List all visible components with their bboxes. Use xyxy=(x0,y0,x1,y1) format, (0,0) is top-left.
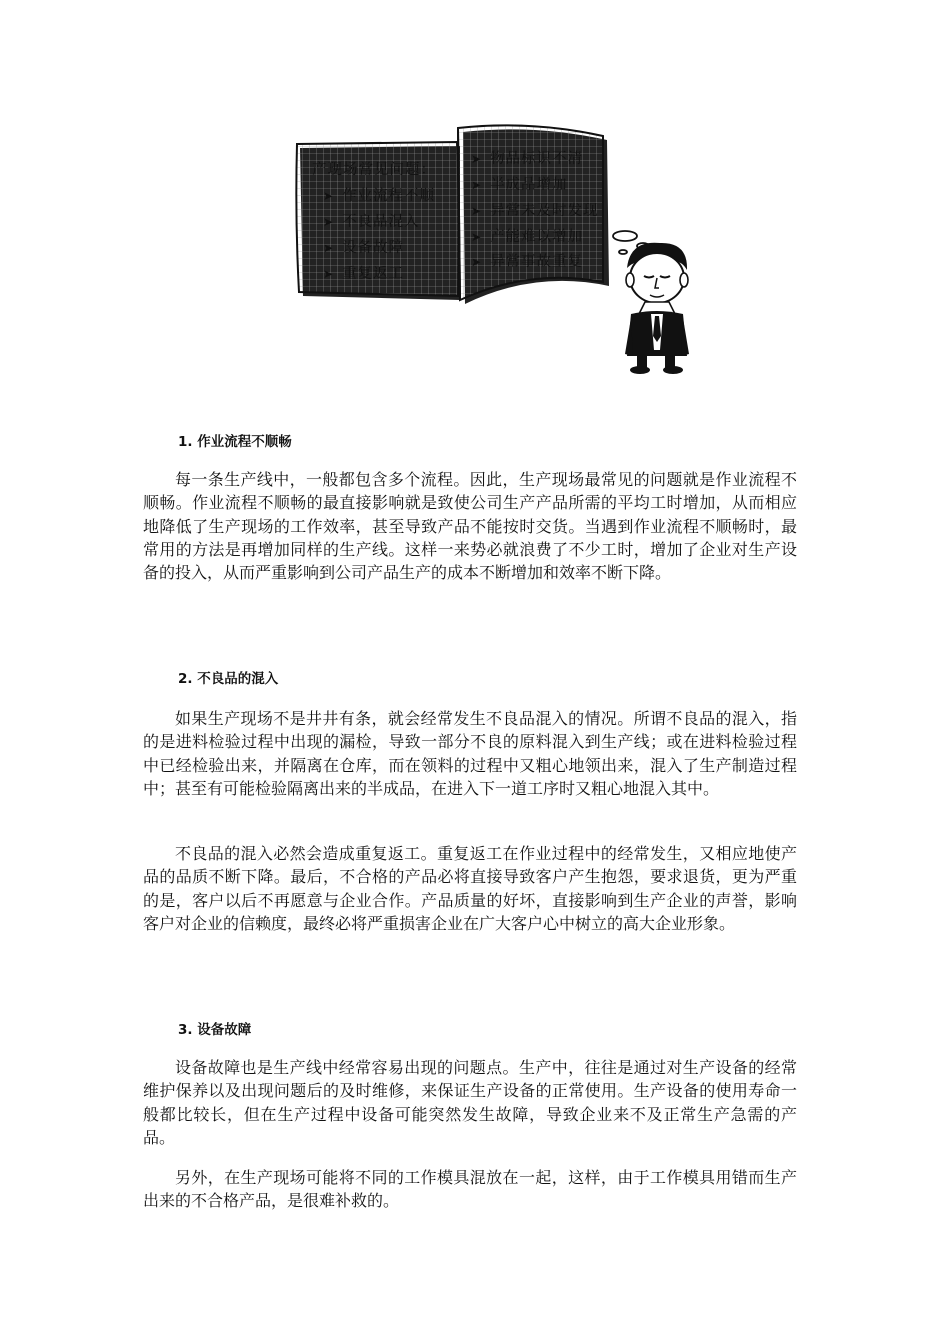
problems-illustration xyxy=(295,118,715,376)
section-heading: 2. 不良品的混入 xyxy=(178,671,279,687)
body-paragraph: 设备故障也是生产线中经常容易出现的问题点。生产中，往往是通过对生产设备的经常维护保养以及出现问题后的及时维修，来保证生产设备的正常使用。生产设备的使用寿命一般都比较长，但在生产过程中设备可能突然发生故障，导致企业来不及正常生产急需的产品。 xyxy=(143,1058,797,1147)
right-page-item: ➤ 产能难以增加 xyxy=(471,229,584,245)
left-page-item: ➤ 不良品混入 xyxy=(323,214,420,230)
arrow-icon: ➤ xyxy=(471,230,483,244)
arrow-icon: ➤ xyxy=(323,241,335,255)
arrow-icon: ➤ xyxy=(471,255,483,269)
arrow-icon: ➤ xyxy=(471,178,483,192)
body-paragraph: 另外，在生产现场可能将不同的工作模具混放在一起，这样，由于工作模具用错而生产出来的不合格产品，是很难补救的。 xyxy=(143,1168,797,1211)
left-page-item: ➤ 设备故障 xyxy=(323,240,405,256)
right-page-item: ➤ 异常未及时发现 xyxy=(471,203,599,219)
body-paragraph: 如果生产现场不是井井有条，就会经常发生不良品混入的情况。所谓不良品的混入，指的是进料检验过程中出现的漏检，导致一部分不良的原料混入到生产线；或在进料检验过程中已经检验出来，并隔离在仓库，而在领料的过程中又粗心地领出来，混入了生产制造过程中；甚至有可能检验隔离出来的半成品，在进入下一道工序时又粗心地混入其中。 xyxy=(143,709,797,798)
body-paragraph: 不良品的混入必然会造成重复返工。重复返工在作业过程中的经常发生，又相应地使产品的品质不断下降。最后，不合格的产品必将直接导致客户产生抱怨，要求退货，更为严重的是，客户以后不再愿意与企业合作。产品质量的好坏，直接影响到生产企业的声誉，影响客户对企业的信赖度，最终必将严重损害企业在广大客户心中树立的高大企业形象。 xyxy=(143,844,797,933)
arrow-icon: ➤ xyxy=(323,189,335,203)
section-heading: 3. 设备故障 xyxy=(178,1022,252,1038)
arrow-icon: ➤ xyxy=(323,215,335,229)
arrow-icon: ➤ xyxy=(471,204,483,218)
left-page-title: 产现场常见问题： xyxy=(312,162,436,178)
right-page-item: ➤ 物品标识不清 xyxy=(471,151,584,167)
left-page-item: ➤ 作业流程不顺 xyxy=(323,188,436,204)
arrow-icon: ➤ xyxy=(471,152,483,166)
cartoon-character-icon xyxy=(625,243,689,374)
right-page-item: ➤ 异常事故重复 xyxy=(471,254,584,270)
body-paragraph: 每一条生产线中，一般都包含多个流程。因此，生产现场最常见的问题就是作业流程不顺畅。作业流程不顺畅的最直接影响就是致使公司生产产品所需的平均工时增加，从而相应地降低了生产现场的工作效率，甚至导致产品不能按时交货。当遇到作业流程不顺畅时，最常用的方法是再增加同样的生产线。这样一来势必就浪费了不少工时，增加了企业对生产设备的投入，从而严重影响到公司产品生产的成本不断增加和效率不断下降。 xyxy=(143,470,797,583)
section-heading: 1. 作业流程不顺畅 xyxy=(178,434,292,450)
arrow-icon: ➤ xyxy=(323,267,335,281)
left-page-item: ➤ 重复返工 xyxy=(323,266,405,282)
right-page-item: ➤ 半成品增加 xyxy=(471,177,568,193)
